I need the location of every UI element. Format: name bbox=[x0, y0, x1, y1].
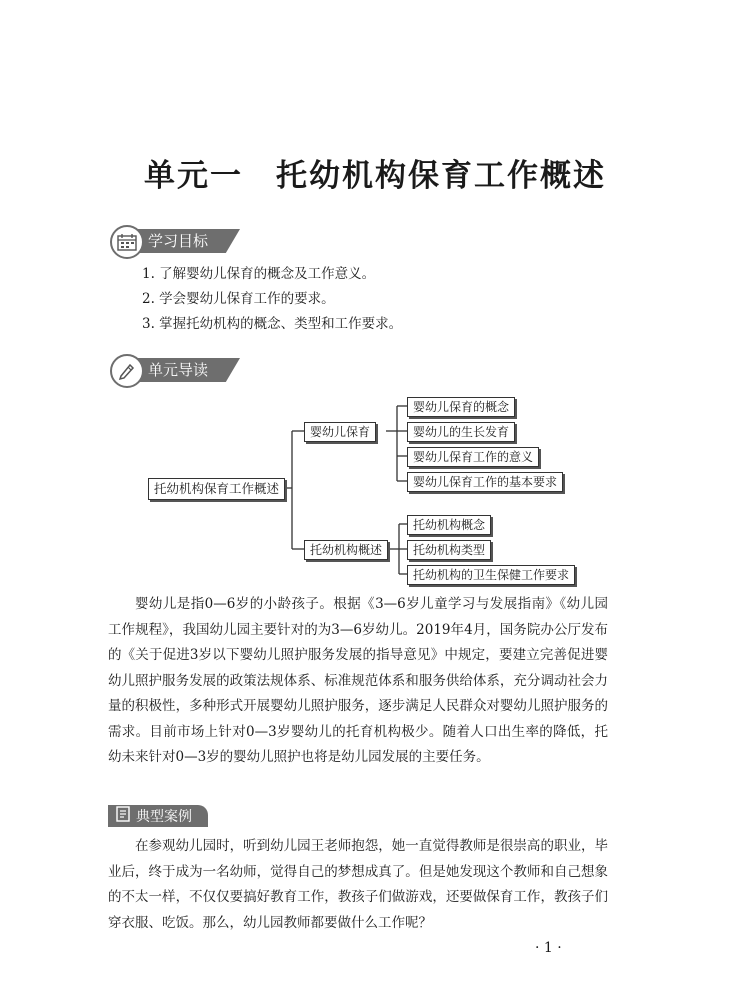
mindmap-leaf: 婴幼儿保育工作的基本要求 bbox=[407, 472, 563, 492]
mindmap-root: 托幼机构保育工作概述 bbox=[148, 478, 285, 500]
intro-paragraph bbox=[108, 592, 608, 771]
case-text: 在参观幼儿园时，听到幼儿园王老师抱怨，她一直觉得教师是很崇高的职业，毕业后，终于成为一名幼师，觉得自己的梦想成真了。但是她发现这个教师和自己想象的不太一样，不仅仅要搞好教育工作，教孩子们做游戏，还要做保育工作，教孩子们穿衣服、吃饭。那么，幼儿园教师都要做什么工作呢？ bbox=[108, 838, 608, 931]
case-paragraph bbox=[108, 834, 608, 936]
mindmap-leaf: 婴幼儿保育的概念 bbox=[407, 397, 515, 417]
mindmap-branch-infant-care: 婴幼儿保育 bbox=[304, 422, 376, 442]
unit-guide-label: 单元导读 bbox=[148, 361, 209, 379]
mindmap-leaf: 婴幼儿的生长发育 bbox=[407, 422, 515, 442]
document-icon bbox=[116, 806, 130, 826]
mindmap-leaf: 托幼机构类型 bbox=[407, 540, 491, 560]
page-number: · 1 · bbox=[535, 940, 562, 956]
typical-case-banner bbox=[108, 805, 208, 827]
mindmap-leaf: 托幼机构概念 bbox=[407, 515, 491, 535]
goal-item: 2. 学会婴幼儿保育工作的要求。 bbox=[142, 291, 335, 307]
mindmap-leaf: 托幼机构的卫生保健工作要求 bbox=[407, 565, 575, 585]
learning-goals-label: 学习目标 bbox=[148, 232, 209, 250]
page-title: 单元一 托幼机构保育工作概述 bbox=[144, 158, 606, 194]
mindmap-leaf: 婴幼儿保育工作的意义 bbox=[407, 447, 539, 467]
goal-item: 1. 了解婴幼儿保育的概念及工作意义。 bbox=[142, 266, 376, 282]
mindmap-branch-institutions: 托幼机构概述 bbox=[304, 540, 388, 560]
intro-text: 婴幼儿是指0—6岁的小龄孩子。根据《3—6岁儿童学习与发展指南》《幼儿园工作规程》，我国幼儿园主要针对的为3—6岁幼儿。2019年4月，国务院办公厅发布的《关于促进3岁以下婴幼儿照护服务发展的指导意见》中规定，要建立完善促进婴幼儿照护服务发展的政策法规体系、标准规范体系和服务供给体系，充分调动社会力量的积极性，多种形式开展婴幼儿照护服务，逐步满足人民群众对婴幼儿照护服务的需求。目前市场上针对0—3岁婴幼儿的托育机构极少。随着人口出生率的降低，托幼未来针对0—3岁的婴幼儿照护也将是幼儿园发展的主要任务。 bbox=[108, 596, 608, 765]
goal-item: 3. 掌握托幼机构的概念、类型和工作要求。 bbox=[142, 316, 403, 332]
typical-case-label: 典型案例 bbox=[136, 809, 192, 825]
